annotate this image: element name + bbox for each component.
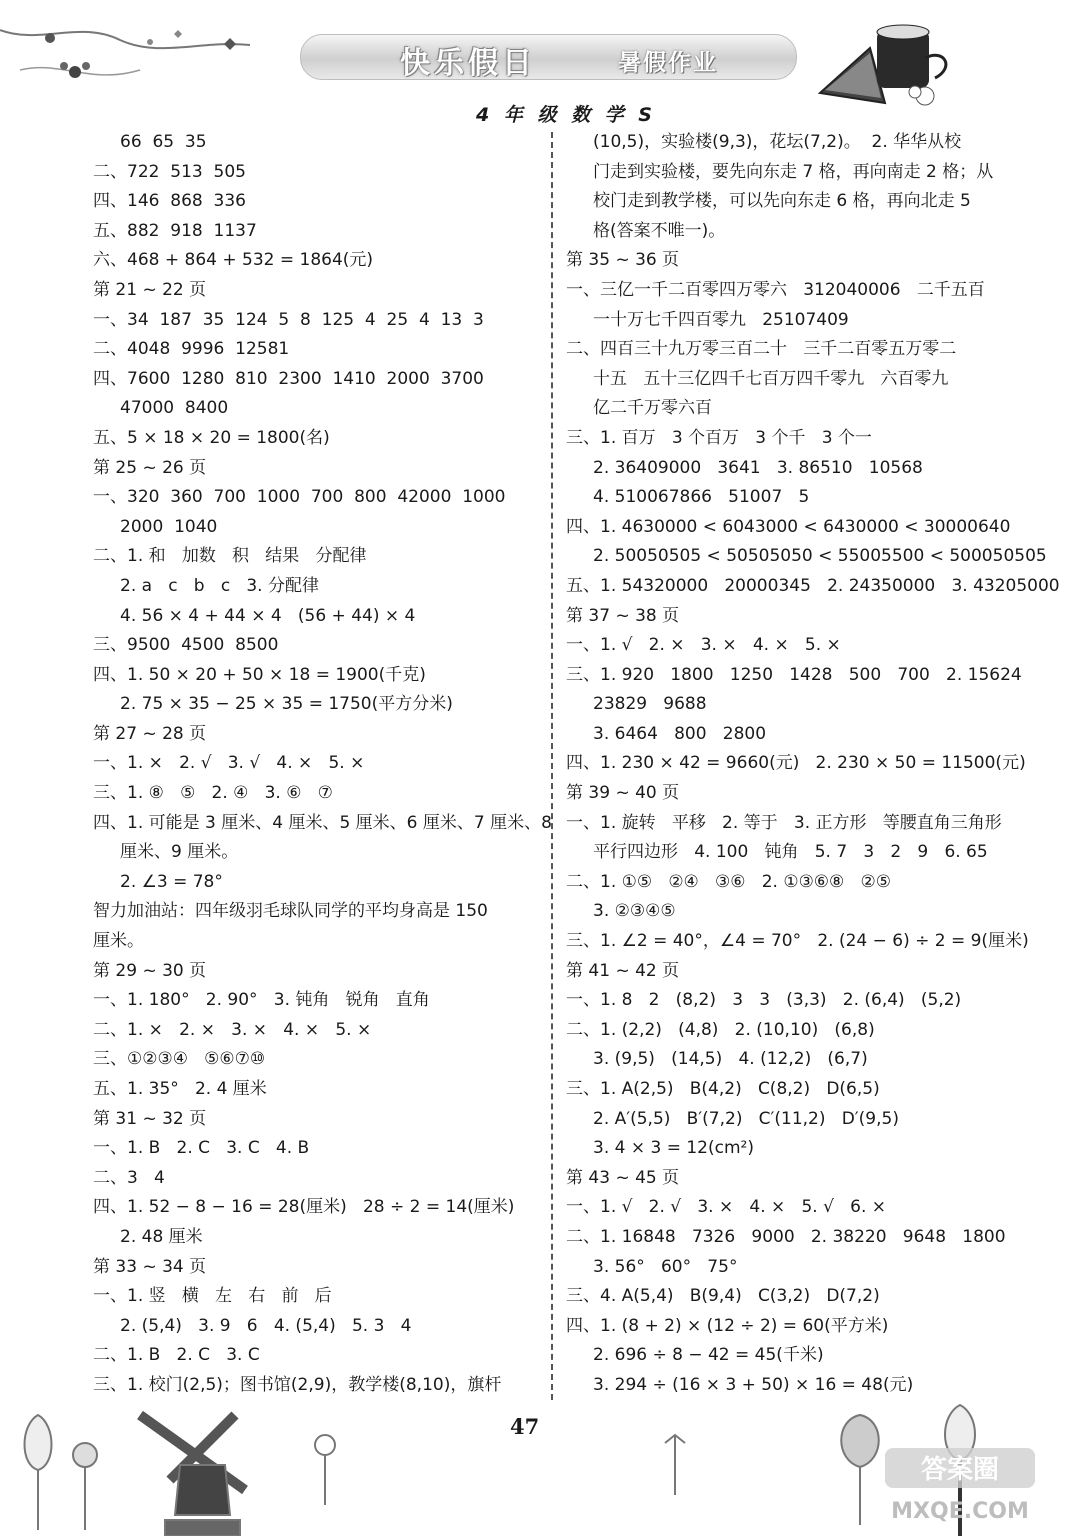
answer-line: 第 37 ~ 38 页: [566, 605, 680, 626]
answer-line: 3. 56° 60° 75°: [593, 1256, 738, 1277]
answer-line: 四、1. 4630000 < 6043000 < 6430000 < 30000640: [566, 516, 1011, 537]
answer-line: 2000 1040: [120, 516, 218, 537]
answer-line: 厘米。: [93, 931, 144, 952]
answer-line: 一、34 187 35 124 5 8 125 4 25 4 13 3: [93, 309, 484, 330]
answer-line: 一、1. 竖 横 左 右 前 后: [93, 1286, 332, 1307]
answer-line: 二、1. × 2. × 3. × 4. × 5. ×: [93, 1019, 372, 1040]
answer-line: 2. ∠3 = 78°: [120, 871, 223, 892]
answer-line: 五、882 918 1137: [93, 220, 257, 241]
answer-line: 2. a c b c 3. 分配律: [120, 575, 319, 596]
answer-line: 二、四百三十九万零三百二十 三千二百零五万零二: [566, 339, 957, 360]
answer-line: 三、9500 4500 8500: [93, 635, 279, 656]
answer-line: 五、1. 35° 2. 4 厘米: [93, 1079, 267, 1099]
answer-line: (10,5)，实验楼(9,3)，花坛(7,2)。 2. 华华从校: [593, 132, 962, 152]
answer-line: 第 27 ~ 28 页: [93, 723, 207, 744]
answer-line: 66 65 35: [120, 132, 207, 152]
answer-line: 第 35 ~ 36 页: [566, 250, 680, 271]
book-title: 快乐假日: [400, 46, 536, 81]
answer-line: 第 25 ~ 26 页: [93, 457, 207, 478]
answer-line: 五、5 × 18 × 20 = 1800(名): [93, 427, 330, 448]
answer-line: 第 33 ~ 34 页: [93, 1256, 207, 1277]
answer-line: 三、1. A(2,5) B(4,2) C(8,2) D(6,5): [566, 1079, 880, 1099]
answer-line: 三、1. ⑧ ⑤ 2. ④ 3. ⑥ ⑦: [93, 783, 333, 804]
answer-line: 一、1. 180° 2. 90° 3. 钝角 锐角 直角: [93, 990, 430, 1011]
banner-background: [300, 34, 797, 80]
answer-line: 一十万七千四百零九 25107409: [593, 309, 849, 330]
answer-line: 2. 75 × 35 − 25 × 35 = 1750(平方分米): [120, 694, 453, 715]
answer-line: 一、320 360 700 1000 700 800 42000 1000: [93, 487, 506, 508]
svg-text:答案圈: 答案圈: [920, 1455, 1000, 1485]
floral-vine-decoration: [0, 0, 260, 100]
answer-line: 三、4. A(5,4) B(9,4) C(3,2) D(7,2): [566, 1286, 880, 1307]
answer-line: 23829 9688: [593, 694, 707, 715]
answer-line: 四、1. 230 × 42 = 9660(元) 2. 230 × 50 = 11500(元): [566, 753, 1026, 774]
answer-line: 2. 36409000 3641 3. 86510 10568: [593, 457, 923, 478]
answer-line: 三、1. 920 1800 1250 1428 500 700 2. 15624: [566, 664, 1022, 685]
answer-line: 四、1. 可能是 3 厘米、4 厘米、5 厘米、6 厘米、7 厘米、8: [93, 812, 552, 833]
answer-line: 校门走到教学楼，可以先向东走 6 格，再向北走 5: [593, 191, 971, 212]
answer-line: 格(答案不唯一)。: [593, 220, 726, 241]
answer-line: 四、1. 52 − 8 − 16 = 28(厘米) 28 ÷ 2 = 14(厘米): [93, 1197, 515, 1218]
answer-line: 六、468 + 864 + 532 = 1864(元): [93, 250, 374, 271]
answer-line: 二、3 4: [93, 1167, 165, 1188]
answer-line: 三、1. 校门(2,5)；图书馆(2,9)，教学楼(8,10)，旗杆: [93, 1374, 502, 1395]
answer-line: 3. (9,5) (14,5) 4. (12,2) (6,7): [593, 1049, 868, 1070]
answer-line: 4. 56 × 4 + 44 × 4 (56 + 44) × 4: [120, 605, 416, 626]
answer-line: 平行四边形 4. 100 钝角 5. 7 3 2 9 6. 65: [593, 842, 988, 863]
answer-line: 4. 510067866 51007 5: [593, 487, 810, 508]
answer-line: 门走到实验楼，要先向东走 7 格，再向南走 2 格；从: [593, 161, 994, 182]
answer-line: 一、1. 旋转 平移 2. 等于 3. 正方形 等腰直角三角形: [566, 812, 1002, 833]
answer-line: 十五 五十三亿四千七百万四千零九 六百零九: [593, 368, 949, 389]
answer-line: 二、1. ①⑤ ②④ ③⑥ 2. ①③⑥⑧ ②⑤: [566, 871, 891, 892]
answer-line: 一、1. × 2. √ 3. √ 4. × 5. ×: [93, 753, 365, 774]
answer-line: 第 29 ~ 30 页: [93, 960, 207, 981]
answer-line: 一、1. 8 2 (8,2) 3 3 (3,3) 2. (6,4) (5,2): [566, 990, 962, 1011]
answer-line: 四、7600 1280 810 2300 1410 2000 3700: [93, 368, 484, 389]
watermelon-cup-illustration: [815, 8, 965, 108]
answer-line: 二、1. 和 加数 积 结果 分配律: [93, 546, 367, 567]
answer-line: 四、146 868 336: [93, 191, 246, 212]
book-subtitle: 暑假作业: [618, 50, 718, 76]
answer-line: 亿二千万零六百: [593, 398, 712, 419]
answer-line: 2. (5,4) 3. 9 6 4. (5,4) 5. 3 4: [120, 1315, 412, 1336]
answer-line: 一、1. √ 2. √ 3. × 4. × 5. √ 6. ×: [566, 1197, 887, 1218]
grade-subject-label: 4 年 级 数 学 S: [476, 104, 656, 126]
answer-line: 三、①②③④ ⑤⑥⑦⑩: [93, 1049, 266, 1070]
answer-line: 一、1. B 2. C 3. C 4. B: [93, 1138, 310, 1159]
answer-line: 五、1. 54320000 20000345 2. 24350000 3. 43205000: [566, 575, 1060, 596]
answer-line: 四、1. 50 × 20 + 50 × 18 = 1900(千克): [93, 664, 426, 685]
answer-line: 3. ②③④⑤: [593, 901, 676, 922]
answer-column-left: [93, 128, 552, 1401]
answer-line: 四、1. (8 + 2) × (12 ÷ 2) = 60(平方米): [566, 1315, 889, 1336]
answer-line: 二、1. 16848 7326 9000 2. 38220 9648 1800: [566, 1226, 1006, 1247]
answer-line: 2. 48 厘米: [120, 1226, 203, 1247]
answer-line: 二、4048 9996 12581: [93, 339, 290, 360]
answer-line: 第 43 ~ 45 页: [566, 1167, 680, 1188]
column-divider: [551, 132, 553, 1400]
answer-line: 47000 8400: [120, 398, 229, 419]
answer-line: 一、三亿一千二百零四万零六 312040006 二千五百: [566, 279, 985, 300]
answer-line: 二、1. (2,2) (4,8) 2. (10,10) (6,8): [566, 1019, 875, 1040]
answer-line: 2. 50050505 < 50505050 < 55005500 < 500050505: [593, 546, 1047, 567]
answer-line: 第 39 ~ 40 页: [566, 783, 680, 804]
answer-line: 一、1. √ 2. × 3. × 4. × 5. ×: [566, 635, 841, 656]
answer-line: 智力加油站：四年级羽毛球队同学的平均身高是 150: [93, 901, 488, 922]
answer-line: 第 41 ~ 42 页: [566, 960, 680, 981]
answer-line: 三、1. ∠2 = 40°，∠4 = 70° 2. (24 − 6) ÷ 2 = 9(厘米): [566, 931, 1029, 952]
answer-line: 厘米、9 厘米。: [120, 842, 239, 863]
answer-line: 三、1. 百万 3 个百万 3 个千 3 个一: [566, 427, 872, 448]
svg-text:MXQE.COM: MXQE.COM: [891, 1499, 1029, 1524]
answer-line: 二、722 513 505: [93, 161, 246, 182]
answer-column-right: [566, 128, 1060, 1401]
answer-line: 3. 4 × 3 = 12(cm²): [593, 1138, 754, 1159]
answer-line: 2. 696 ÷ 8 − 42 = 45(千米): [593, 1345, 824, 1366]
answer-line: 3. 6464 800 2800: [593, 723, 767, 744]
answer-line: 第 31 ~ 32 页: [93, 1108, 207, 1129]
answer-line: 二、1. B 2. C 3. C: [93, 1345, 260, 1366]
answer-line: 2. A′(5,5) B′(7,2) C′(11,2) D′(9,5): [593, 1108, 899, 1129]
site-watermark-logo: [880, 1440, 1050, 1530]
page-number: 47: [510, 1414, 540, 1439]
answer-line: 3. 294 ÷ (16 × 3 + 50) × 16 = 48(元): [593, 1374, 914, 1395]
answer-line: 第 21 ~ 22 页: [93, 279, 207, 300]
page-header: [0, 0, 1068, 135]
